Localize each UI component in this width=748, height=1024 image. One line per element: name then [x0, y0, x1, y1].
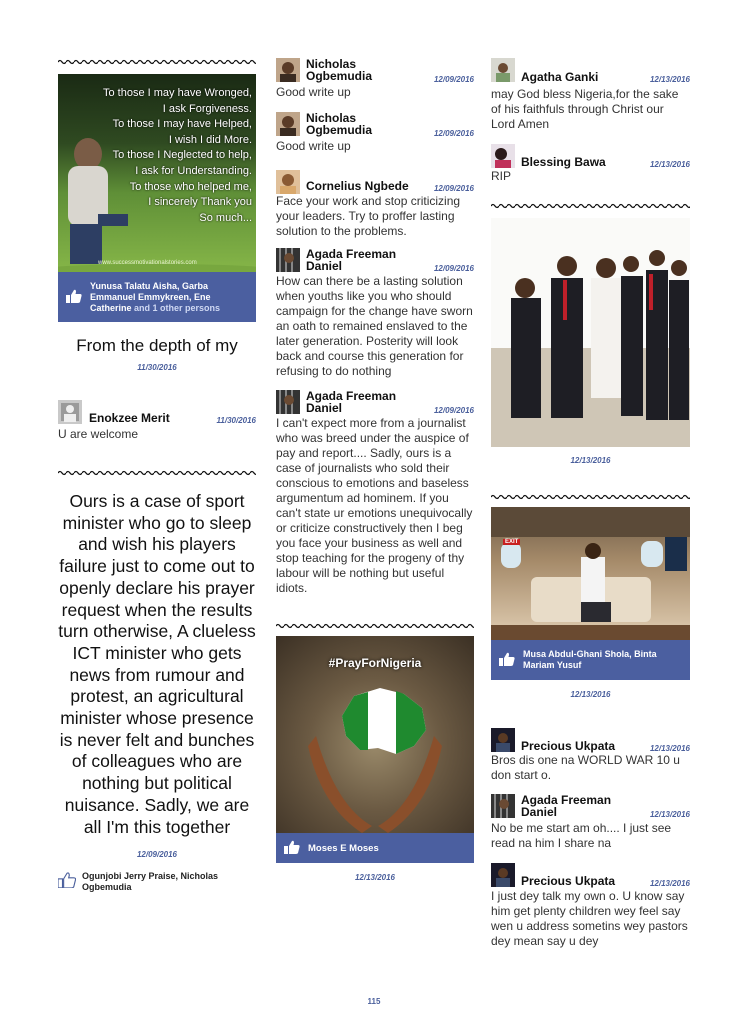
commenter-name[interactable]: Nicholas Ogbemudia: [306, 111, 373, 137]
post-date: 11/30/2016: [137, 363, 177, 372]
page-number: 115: [367, 997, 381, 1006]
comment: [491, 863, 690, 949]
comment: [491, 794, 690, 851]
likes-text[interactable]: Moses E Moses: [308, 842, 379, 854]
avatar[interactable]: [491, 863, 515, 887]
commenter-name[interactable]: Cornelius Ngbede: [306, 179, 409, 193]
comment-text: How can there be a lasting solution when youths like you who should campaign for the change have sworn an oath to remained enslaved to the later generation. Posterity will look back and course this generation for refusing to do nothing: [276, 274, 473, 378]
likes-line: [58, 871, 256, 893]
comment-date: 12/09/2016: [433, 184, 474, 193]
wavy-divider: [276, 622, 474, 630]
exit-sign: EXIT: [505, 539, 519, 545]
comment: [276, 112, 474, 154]
comment: [276, 248, 474, 379]
map-hands-illustration: [276, 636, 474, 833]
comment-date: 12/13/2016: [649, 879, 690, 888]
avatar[interactable]: [276, 390, 300, 414]
pray-for-nigeria-image[interactable]: [276, 636, 474, 833]
comment-text: I can't expect more from a journalist who was breed under the auspice of pay and report.... Sadly, ours is a case of journalists who sold their conscious to emotions and baseless argumentum ad hominem. If you can't state ur emotions unequivocally or criticize constructively then I beg you face your business as well and stop teaching for the progeny of thy labour will be nothing but useful idiots.: [276, 416, 473, 595]
comment-date: 12/13/2016: [649, 75, 690, 84]
thumbs-up-icon[interactable]: [66, 289, 82, 306]
comment: [276, 58, 474, 100]
avatar[interactable]: [491, 728, 515, 752]
wavy-divider: [491, 493, 690, 501]
likes-text[interactable]: Musa Abdul-Ghani Shola, Binta Mariam Yusuf: [523, 649, 657, 670]
jet-cabin-photo[interactable]: [491, 507, 690, 640]
thumbs-up-icon[interactable]: [284, 840, 300, 857]
commenter-name[interactable]: Agatha Ganki: [521, 70, 599, 84]
thumbs-up-icon[interactable]: [58, 872, 76, 891]
likes-bar: [58, 272, 256, 322]
comment: [276, 170, 474, 239]
comment: [276, 390, 474, 596]
comment: [58, 400, 256, 442]
post-date: 12/13/2016: [570, 690, 611, 699]
comment-text: Bros dis one na WORLD WAR 10 u don start o.: [491, 753, 680, 782]
image-watermark: www.successmotivationalstories.com: [98, 260, 197, 266]
commenter-name[interactable]: Blessing Bawa: [521, 155, 606, 169]
commenter-name[interactable]: Agada Freeman Daniel: [306, 389, 397, 415]
post-date: 12/13/2016: [354, 873, 396, 882]
avatar[interactable]: [276, 170, 300, 194]
avatar[interactable]: [276, 58, 300, 82]
comment-date: 11/30/2016: [216, 416, 256, 425]
post-ministers: [58, 491, 256, 893]
forgiveness-caption: To those I may have Wronged, I ask Forgiveness. To those I may have Helped, I wish I did More. To those I Neglected to help, I ask for Understanding. To those who helped me, I sincerely Thank you So much...: [103, 87, 252, 224]
comment-date: 12/09/2016: [433, 264, 474, 273]
jet-cabin-illustration: [491, 507, 690, 640]
likes-text[interactable]: Ogunjobi Jerry Praise, Nicholas Ogbemudia: [82, 871, 219, 893]
comment-text: No be me start am oh.... I just see read na him I share na: [491, 821, 672, 850]
avatar[interactable]: [58, 400, 82, 424]
men-in-suits-illustration: [491, 218, 690, 447]
wavy-divider: [58, 469, 256, 477]
post-text: Ours is a case of sport minister who go to sleep and wish his players failure just to come out to openly declare his prayer request when the results turn otherwise, A clueless ICT minister who gets news from rumour and protest, an agricultural minister whose presence is never felt and bunches of colleagues who are nothing but political nuisance. Sadly, we are all I'm this together: [58, 491, 256, 837]
commenter-name[interactable]: Nicholas Ogbemudia: [306, 57, 373, 83]
wavy-divider: [491, 202, 690, 210]
likes-bar: [491, 640, 690, 680]
comment-text: I just dey talk my own o. U know say him get plenty children wey feel say wen u address sometins wey pastors dey mean say u dey: [491, 889, 688, 948]
group-photo[interactable]: [491, 218, 690, 447]
comment-date: 12/09/2016: [433, 75, 474, 84]
commenter-name[interactable]: Precious Ukpata: [521, 874, 616, 888]
commenter-name[interactable]: Agada Freeman Daniel: [521, 793, 612, 819]
comment-text: U are welcome: [58, 427, 139, 441]
likes-bar: [276, 833, 474, 863]
avatar[interactable]: [491, 144, 515, 168]
wavy-divider: [58, 58, 256, 66]
comment-text: Face your work and stop criticizing your leaders. Try to proffer lasting solution to the problems.: [276, 194, 461, 238]
comment-date: 12/13/2016: [649, 744, 690, 753]
commenter-name[interactable]: Agada Freeman Daniel: [306, 247, 397, 273]
comment: [491, 58, 690, 132]
column-left: [58, 58, 256, 893]
post-date: 12/13/2016: [570, 456, 611, 465]
post-date: 12/09/2016: [136, 850, 178, 860]
post-pray-for-nigeria: [276, 636, 474, 882]
comment-text: may God bless Nigeria,for the sake of his faithfuls through Christ our Lord Amen: [491, 87, 679, 131]
post-jet-photo: [491, 507, 690, 699]
likes-text[interactable]: Yunusa Talatu Aisha, Garba Emmanuel Emmykreen, Ene Catherine and 1 other persons: [90, 280, 221, 313]
thumbs-up-icon[interactable]: [499, 652, 515, 669]
comment-text: Good write up: [276, 139, 351, 153]
post-title: From the depth of my: [76, 336, 238, 355]
comment: [491, 728, 690, 783]
avatar[interactable]: [276, 248, 300, 272]
comment-date: 12/13/2016: [649, 160, 690, 169]
avatar[interactable]: [491, 794, 515, 818]
hashtag-text: #PrayForNigeria: [328, 656, 422, 670]
comment-text: RIP: [491, 169, 512, 183]
comment-date: 12/09/2016: [433, 129, 474, 138]
forgiveness-image[interactable]: [58, 74, 256, 272]
commenter-name[interactable]: Enokzee Merit: [89, 411, 170, 425]
comment-text: Good write up: [276, 85, 351, 99]
comment: [491, 144, 690, 184]
commenter-name[interactable]: Precious Ukpata: [521, 739, 616, 753]
comment-date: 12/09/2016: [433, 406, 474, 415]
post-group-photo: [491, 218, 690, 465]
avatar[interactable]: [276, 112, 300, 136]
column-middle: [276, 58, 474, 882]
column-right: [491, 58, 690, 949]
comment-date: 12/13/2016: [649, 810, 690, 819]
avatar[interactable]: [491, 58, 515, 82]
post-forgiveness: [58, 74, 256, 372]
